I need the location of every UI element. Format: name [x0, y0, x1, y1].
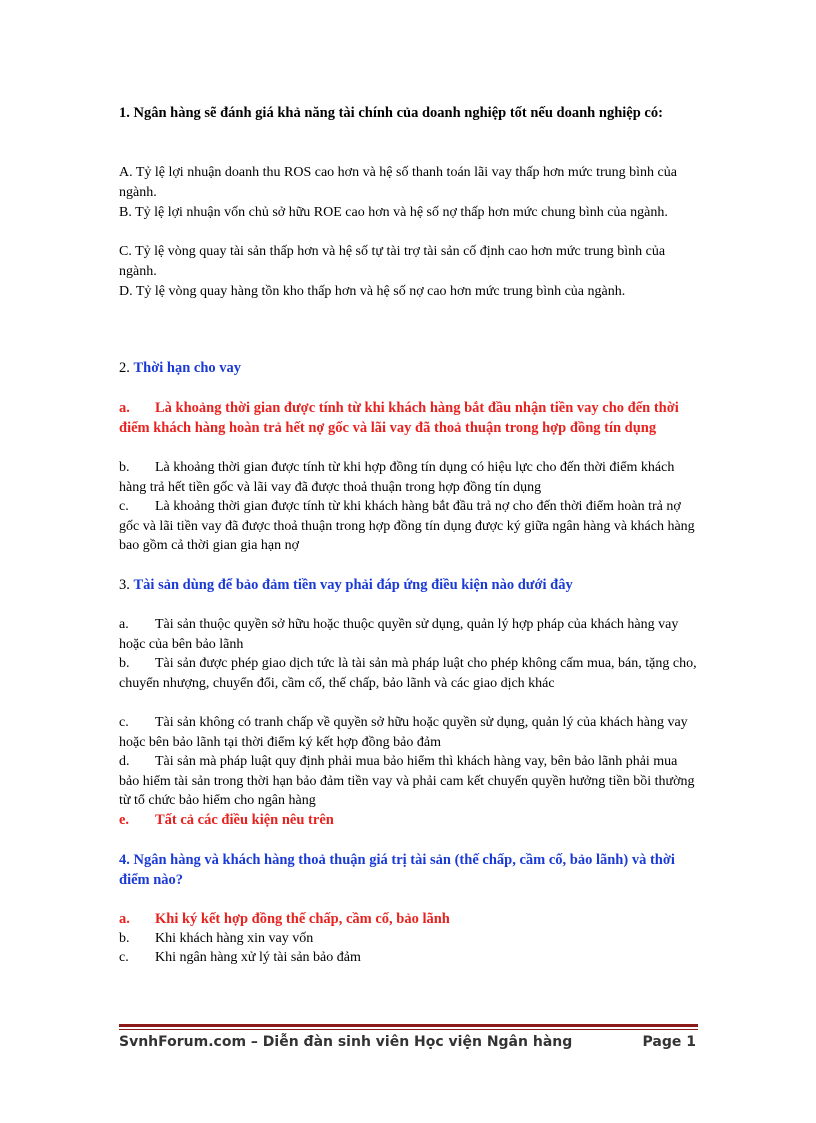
question-1-option-b: B. Tỷ lệ lợi nhuận vốn chủ sở hữu ROE cao hơn và hệ số nợ thấp hơn mức chung bình của ngành. — [119, 205, 668, 220]
question-4-option-a: a. Khi ký kết hợp đồng thế chấp, cầm cố, bảo lãnh — [119, 911, 450, 927]
footer-page-number: Page 1 — [642, 1034, 696, 1050]
question-4-option-c: c. Khi ngân hàng xử lý tài sản bảo đảm — [119, 950, 361, 965]
footer-divider-thin — [119, 1029, 698, 1030]
question-3-option-a: a. Tài sản thuộc quyền sở hữu hoặc thuộc quyền sử dụng, quản lý hợp pháp của khách hàng vay hoặc của bên bảo lãnh — [119, 617, 679, 652]
question-2-option-b: b. Là khoảng thời gian được tính từ khi hợp đồng tín dụng có hiệu lực cho đến thời điểm khách hàng trả hết tiền gốc và lãi vay đã được thoả thuận trong hợp đồng tín dụng — [119, 460, 675, 495]
question-3-option-d: d. Tài sản mà pháp luật quy định phải mua bảo hiểm thì khách hàng vay, bên bảo lãnh phải mua bảo hiểm tài sản trong thời hạn bảo đảm tiền vay và phải cam kết chuyển quyền hưởng tiền bồi thường từ tổ chức bảo hiểm cho ngân hàng — [119, 754, 695, 808]
question-1-option-a: A. Tỷ lệ lợi nhuận doanh thu ROS cao hơn và hệ số thanh toán lãi vay thấp hơn mức trung bình của ngành. — [119, 165, 677, 200]
question-1-option-d: D. Tỷ lệ vòng quay hàng tồn kho thấp hơn và hệ số nợ cao hơn mức trung bình của ngành. — [119, 284, 626, 299]
question-2-option-a: a. Là khoảng thời gian được tính từ khi khách hàng bắt đầu nhận tiền vay cho đến thời điểm khách hàng hoàn trả hết nợ gốc và lãi vay đã thoả thuận trong hợp đồng tín dụng — [119, 400, 679, 436]
question-1-title: 1. Ngân hàng sẽ đánh giá khả năng tài chính của doanh nghiệp tốt nếu doanh nghiệp có: — [119, 105, 663, 121]
footer-divider-thick — [119, 1024, 698, 1027]
question-3-title: 3. Tài sản dùng để bảo đảm tiền vay phải đáp ứng điều kiện nào dưới đây — [119, 577, 573, 593]
question-3-option-e: e. Tất cả các điều kiện nêu trên — [119, 812, 334, 828]
question-3-option-c: c. Tài sản không có tranh chấp về quyền sở hữu hoặc quyền sử dụng, quản lý của khách hàng vay hoặc bên bảo lãnh tại thời điểm ký kết hợp đồng bảo đảm — [119, 715, 688, 750]
question-3-option-b: b. Tài sản được phép giao dịch tức là tài sản mà pháp luật cho phép không cấm mua, bán, tặng cho, chuyển nhượng, chuyển đổi, cầm cố, thế chấp, bảo lãnh và các giao dịch khác — [119, 656, 697, 691]
question-2-title: 2. Thời hạn cho vay — [119, 360, 242, 376]
page-footer — [119, 1034, 698, 1050]
footer-site-text: SvnhForum.com – Diễn đàn sinh viên Học viện Ngân hàng — [119, 1034, 573, 1050]
question-4-option-b: b. Khi khách hàng xin vay vốn — [119, 931, 314, 946]
question-2-option-c: c. Là khoảng thời gian được tính từ khi khách hàng bắt đầu trả nợ cho đến thời điểm hoàn trả nợ gốc và lãi tiền vay đã được thoả thuận trong hợp đồng tín dụng được ký giữa ngân hàng và khách hàng bao gồm cả thời gian gia hạn nợ — [119, 499, 695, 553]
question-2-number: 2. — [119, 360, 134, 376]
question-4-title: 4. Ngân hàng và khách hàng thoả thuận giá trị tài sản (thế chấp, cầm cố, bảo lãnh) và thời điểm nào? — [119, 852, 675, 888]
question-3-number: 3. — [119, 577, 134, 593]
question-1-option-c: C. Tỷ lệ vòng quay tài sản thấp hơn và hệ số tự tài trợ tài sản cố định cao hơn mức trung bình của ngành. — [119, 244, 666, 279]
